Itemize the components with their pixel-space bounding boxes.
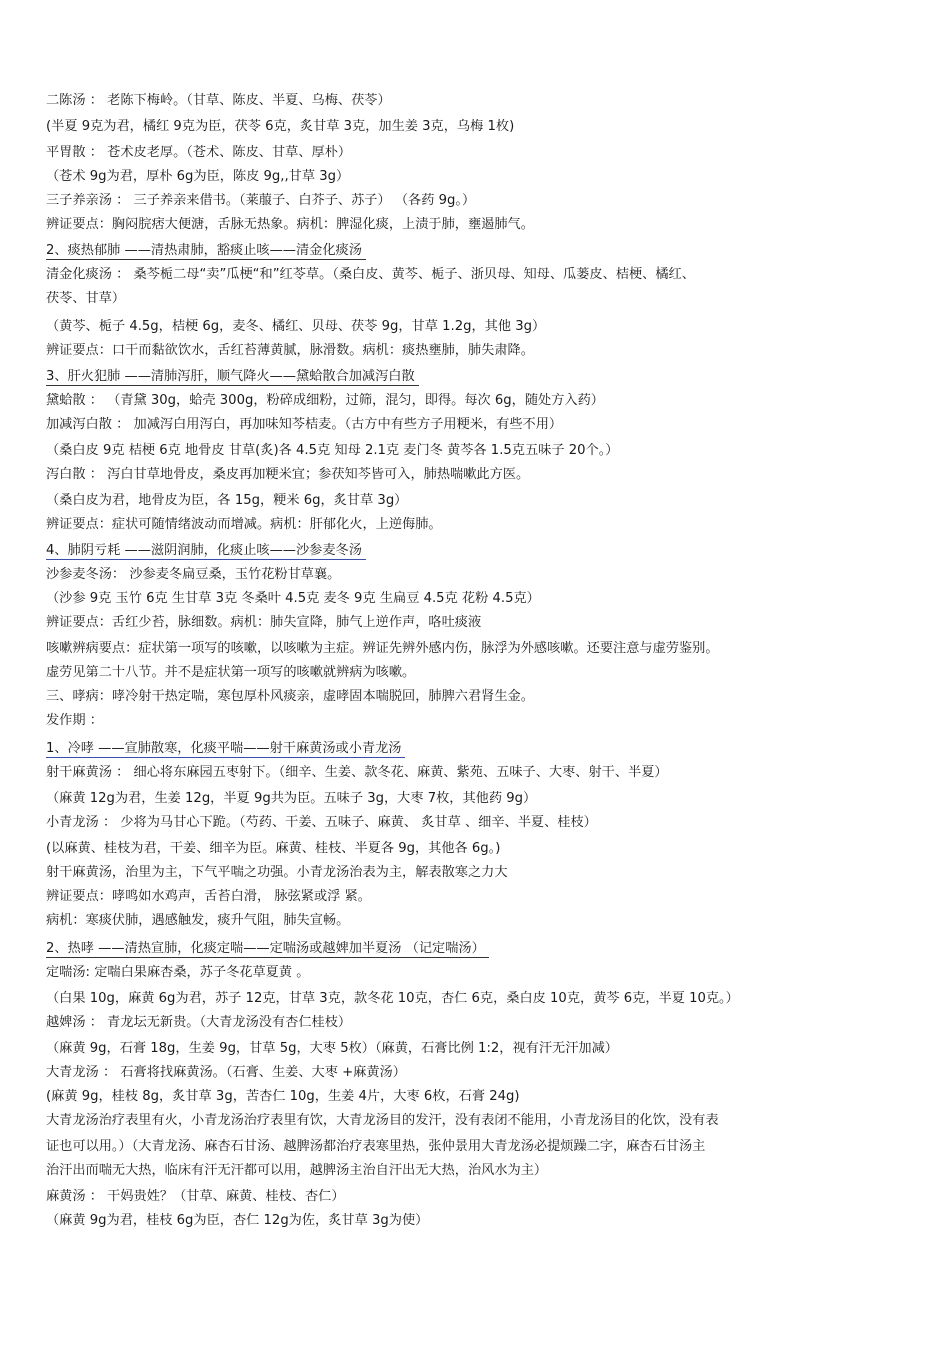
text-line: 虚劳见第二十八节。并不是症状第一项写的咳嗽就辨病为咳嗽。 [46, 665, 416, 680]
text-line: （白果 10g，麻黄 6g为君，苏子 12克，甘草 3克，款冬花 10克，杏仁 6克，桑白皮 10克，黄芩 6克，半夏 10克。） [46, 991, 739, 1006]
text-line: 茯苓、甘草） [46, 291, 126, 306]
section-heading-hot [46, 940, 489, 958]
text-line: 定喘汤: 定喘白果麻杏桑，苏子冬花草夏黄 。 [46, 965, 310, 980]
text-line: （麻黄 9g，石膏 18g，生姜 9g，甘草 5g，大枣 5枚）（麻黄，石膏比例 1:2，视有汗无汗加减） [46, 1041, 618, 1056]
text-line: 发作期 ： [46, 713, 103, 728]
section-heading-4 [46, 542, 366, 560]
section-heading-3 [46, 368, 419, 386]
heading-text: 2、热哮 ——清热宣肺，化痰定喘——定喘汤或越婢加半夏汤 （记定喘汤） [46, 941, 489, 958]
section-heading-2 [46, 242, 366, 260]
text-line: （苍术 9g为君，厚朴 6g为臣，陈皮 9g,,甘草 3g） [46, 169, 350, 184]
text-line: 清金化痰汤 ： 桑芩栀二母“卖”瓜梗“和”红苓草。（桑白皮、黄芩、栀子、浙贝母、知母、瓜蒌皮、桔梗、橘红、 [46, 267, 695, 282]
text-line: (以麻黄、桂枝为君，干姜、细辛为臣。麻黄、桂枝、半夏各 9g，其他各 6g。) [46, 841, 501, 856]
text-line: 加减泻白散 ： 加减泻白用泻白，再加味知芩桔麦。（古方中有些方子用粳米，有些不用） [46, 417, 563, 432]
text-line: 治汗出而喘无大热，临床有汗无汗都可以用，越脾汤主治自汗出无大热，治风水为主） [46, 1163, 548, 1178]
text-line: 证也可以用。）（大青龙汤、麻杏石甘汤、越脾汤都治疗表寒里热，张仲景用大青龙汤必提烦躁二字，麻杏石甘汤主 [46, 1139, 706, 1154]
text-line: 三、哮病：哮冷射干热定喘，寒包厚朴风痰亲，虚哮固本喘脱回，肺脾六君肾生金。 [46, 689, 534, 704]
text-line: 越婢汤 ： 青龙坛无新贵。（大青龙汤没有杏仁桂枝） [46, 1015, 352, 1030]
heading-text: 3、肝火犯肺 ——清肺泻肝，顺气降火——黛蛤散合加减泻白散 [46, 369, 419, 386]
text-line: （桑白皮 9克 桔梗 6克 地骨皮 甘草(炙)各 4.5克 知母 2.1克 麦门冬 黄芩各 1.5克五味子 20个。） [46, 443, 619, 458]
text-line: 辨证要点：舌红少苔，脉细数。病机：肺失宣降，肺气上逆作声，咯吐痰液 [46, 615, 482, 630]
text-line: 平胃散 ： 苍术皮老厚。（苍术、陈皮、甘草、厚朴） [46, 145, 352, 160]
section-heading-cold [46, 740, 405, 758]
text-line: 麻黄汤 ： 干妈贵姓？（甘草、麻黄、桂枝、杏仁） [46, 1189, 345, 1204]
text-line: 病机：寒痰伏肺，遇感触发，痰升气阻，肺失宣畅。 [46, 913, 350, 928]
text-line: （麻黄 12g为君，生姜 12g，半夏 9g共为臣。五味子 3g，大枣 7枚，其他药 9g） [46, 791, 537, 806]
text-line: （桑白皮为君，地骨皮为臣，各 15g，粳米 6g，炙甘草 3g） [46, 493, 408, 508]
text-line: 沙参麦冬汤： 沙参麦冬扁豆桑，玉竹花粉甘草襄。 [46, 567, 341, 582]
text-line: 泻白散 ： 泻白甘草地骨皮，桑皮再加粳米宜；参茯知芩皆可入，肺热喘嗽此方医。 [46, 467, 530, 482]
heading-text: 4、肺阴亏耗 ——滋阴润肺，化痰止咳——沙参麦冬汤 [46, 543, 366, 560]
text-line: 辨证要点：口干而黏欲饮水，舌红苔薄黄腻，脉滑数。病机：痰热壅肺，肺失肃降。 [46, 343, 534, 358]
text-line: (麻黄 9g，桂枝 8g，炙甘草 3g，苦杏仁 10g，生姜 4片，大枣 6枚，石膏 24g) [46, 1089, 520, 1104]
text-line: 射干麻黄汤 ： 细心将东麻园五枣射下。（细辛、生姜、款冬花、麻黄、紫苑、五味子、大枣、射干、半夏） [46, 765, 668, 780]
text-line: （麻黄 9g为君，桂枝 6g为臣，杏仁 12g为佐，炙甘草 3g为使） [46, 1213, 429, 1228]
text-line: 三子养亲汤 ： 三子养亲来借书。（莱菔子、白芥子、苏子） （各药 9g。） [46, 193, 476, 208]
text-line: 小青龙汤 ： 少将为马甘心下跪。（芍药、干姜、五味子、麻黄、 炙甘草 、细辛、半夏、桂枝） [46, 815, 597, 830]
text-line: （沙参 9克 玉竹 6克 生甘草 3克 冬桑叶 4.5克 麦冬 9克 生扁豆 4.5克 花粉 4.5克） [46, 591, 540, 606]
text-line: (半夏 9克为君，橘红 9克为臣，茯苓 6克，炙甘草 3克，加生姜 3克，乌梅 1枚) [46, 119, 515, 134]
text-line: 大青龙汤治疗表里有火，小青龙汤治疗表里有饮，大青龙汤目的发汗，没有表闭不能用，小青龙汤目的化饮，没有表 [46, 1113, 719, 1128]
text-line: 辨证要点：症状可随情绪波动而增减。病机：肝郁化火，上逆侮肺。 [46, 517, 442, 532]
text-line: （黄芩、栀子 4.5g，桔梗 6g，麦冬、橘红、贝母、茯苓 9g，甘草 1.2g，其他 3g） [46, 319, 546, 334]
text-line: 射干麻黄汤，治里为主，下气平喘之功强。小青龙汤治表为主，解表散寒之力大 [46, 865, 508, 880]
text-line: 辨证要点：哮鸣如水鸡声，舌苔白滑， 脉弦紧或浮 紧。 [46, 889, 371, 904]
text-line: 大青龙汤 ： 石膏将找麻黄汤。（石膏、生姜、大枣 +麻黄汤） [46, 1065, 406, 1080]
text-line: 咳嗽辨病要点：症状第一项写的咳嗽，以咳嗽为主症。辨证先辨外感内伤，脉浮为外感咳嗽。还要注意与虚劳鉴别。 [46, 641, 719, 656]
text-line: 二陈汤 ： 老陈下梅岭。（甘草、陈皮、半夏、乌梅、茯苓） [46, 93, 391, 108]
text-line: 黛蛤散 ： （青黛 30g，蛤壳 300g，粉碎成细粉，过筛，混匀，即得。每次 6g，随处方入药） [46, 393, 604, 408]
heading-text: 1、冷哮 ——宣肺散寒，化痰平喘——射干麻黄汤或小青龙汤 [46, 741, 405, 758]
text-line: 辨证要点：胸闷脘痞大便溏，舌脉无热象。病机：脾湿化痰，上渍于肺，壅遏肺气。 [46, 217, 534, 232]
heading-text: 2、痰热郁肺 ——清热肃肺，豁痰止咳——清金化痰汤 [46, 243, 366, 260]
